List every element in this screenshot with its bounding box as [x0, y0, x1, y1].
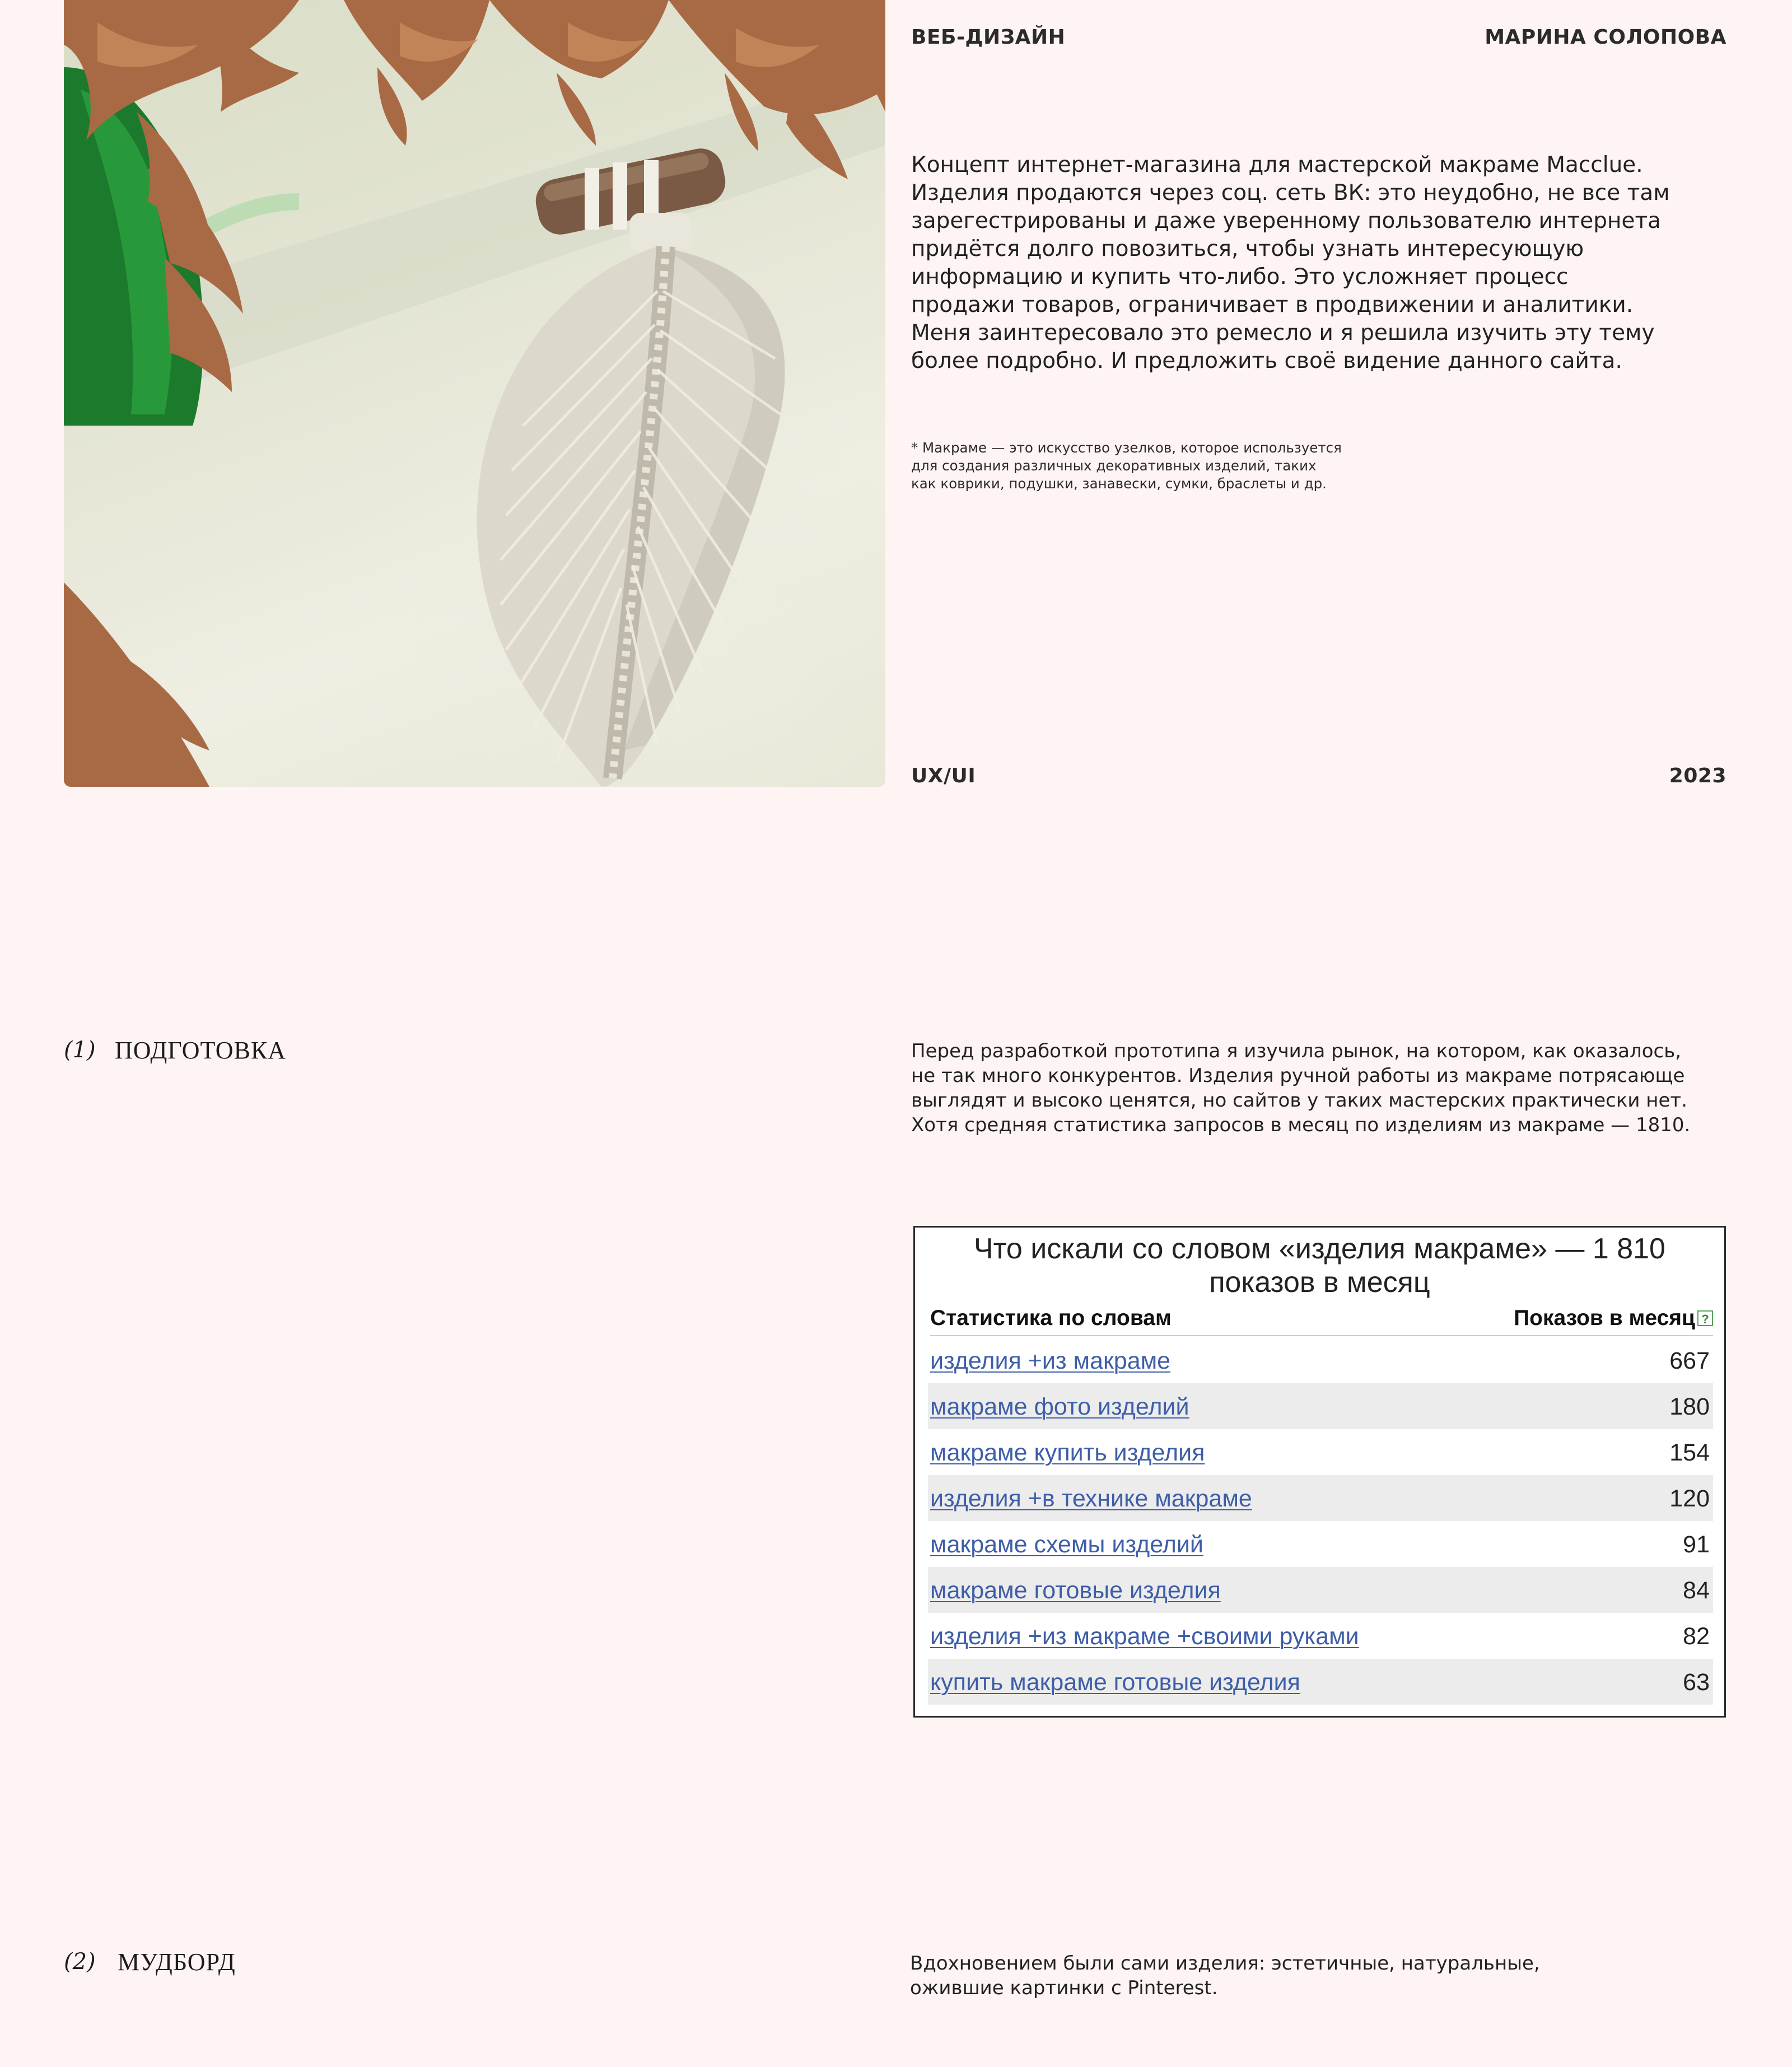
- stats-title: [915, 1228, 1724, 1299]
- keyword-link[interactable]: изделия +из макраме +своими руками: [930, 1623, 1359, 1650]
- author-name: МАРИНА СОЛОПОВА: [1485, 26, 1726, 49]
- section-number: (2): [64, 1949, 96, 1975]
- moodboard-description: [910, 1951, 1694, 2000]
- table-row: [928, 1659, 1713, 1705]
- footnote-line: как коврики, подушки, занавески, сумки, браслеты и др.: [911, 475, 1327, 492]
- impressions-count: 667: [1669, 1347, 1710, 1374]
- stats-column-impressions: [1514, 1306, 1713, 1331]
- stats-column-keywords: Статистика по словам: [930, 1306, 1172, 1330]
- intro-line: зарегестрированы и даже уверенному пользователю интернета: [911, 208, 1662, 234]
- preparation-line: Хотя средняя статистика запросов в месяц по изделиям из макраме — 1810.: [911, 1114, 1691, 1136]
- stats-column-impressions-label: Показов в месяц: [1514, 1306, 1695, 1330]
- impressions-count: 154: [1669, 1439, 1710, 1466]
- stats-title-line: показов в месяц: [1209, 1266, 1430, 1299]
- impressions-count: 84: [1683, 1577, 1710, 1604]
- table-row: [928, 1337, 1713, 1383]
- year-label: 2023: [1669, 764, 1726, 787]
- table-row: [928, 1475, 1713, 1521]
- section-title-preparation: ПОДГОТОВКА: [115, 1037, 287, 1064]
- section-number: (1): [64, 1037, 96, 1063]
- keyword-link[interactable]: макраме готовые изделия: [930, 1577, 1221, 1604]
- stats-rows: [928, 1337, 1713, 1705]
- impressions-count: 91: [1683, 1531, 1710, 1558]
- intro-line: придётся долго повозиться, чтобы узнать интересующую: [911, 236, 1584, 262]
- discipline-label: UX/UI: [911, 764, 976, 787]
- preparation-line: Перед разработкой прототипа я изучила рынок, на котором, как оказалось,: [911, 1040, 1682, 1062]
- table-row: [928, 1521, 1713, 1567]
- keyword-link[interactable]: макраме купить изделия: [930, 1439, 1205, 1466]
- table-row: [928, 1383, 1713, 1429]
- footnote-line: * Макраме — это искусство узелков, которое используется: [911, 440, 1342, 456]
- intro-line: Концепт интернет-магазина для мастерской макраме Macclue.: [911, 152, 1643, 178]
- table-row: [928, 1567, 1713, 1613]
- intro-line: информацию и купить что-либо. Это усложняет процесс: [911, 264, 1569, 290]
- macrame-footnote: [911, 439, 1370, 493]
- stats-header-row: [930, 1306, 1713, 1336]
- intro-line: продажи товаров, ограничивает в продвижении и аналитики.: [911, 292, 1634, 318]
- keyword-link[interactable]: изделия +в технике макраме: [930, 1485, 1252, 1512]
- intro-line: Меня заинтересовало это ремесло и я решила изучить эту тему: [911, 320, 1655, 346]
- impressions-count: 120: [1669, 1485, 1710, 1512]
- table-row: [928, 1429, 1713, 1475]
- category-label: ВЕБ-ДИЗАЙН: [911, 26, 1066, 49]
- section-title-moodboard: МУДБОРД: [118, 1948, 236, 1976]
- intro-description: [911, 151, 1695, 375]
- intro-line: Изделия продаются через соц. сеть ВК: это неудобно, не все там: [911, 180, 1670, 206]
- keyword-link[interactable]: макраме схемы изделий: [930, 1531, 1203, 1558]
- preparation-line: не так много конкурентов. Изделия ручной работы из макраме потрясающе: [911, 1065, 1685, 1087]
- preparation-description: [911, 1039, 1740, 1137]
- footnote-line: для создания различных декоративных изделий, таких: [911, 458, 1317, 474]
- impressions-count: 63: [1683, 1669, 1710, 1696]
- hero-photo-macrame-feather: [64, 0, 885, 787]
- stats-title-line: Что искали со словом «изделия макраме» — 1 810: [974, 1233, 1665, 1265]
- macrame-illustration: [64, 0, 885, 787]
- intro-line: более подробно. И предложить своё видение данного сайта.: [911, 348, 1622, 374]
- table-row: [928, 1613, 1713, 1659]
- impressions-count: 82: [1683, 1623, 1710, 1650]
- impressions-count: 180: [1669, 1393, 1710, 1420]
- search-stats-screenshot: [913, 1226, 1726, 1718]
- moodboard-line: ожившие картинки с Pinterest.: [910, 1977, 1218, 1999]
- moodboard-line: Вдохновением были сами изделия: эстетичные, натуральные,: [910, 1952, 1540, 1975]
- keyword-link[interactable]: макраме фото изделий: [930, 1393, 1189, 1420]
- preparation-line: выглядят и высоко ценятся, но сайтов у таких мастерских практически нет.: [911, 1089, 1688, 1112]
- keyword-link[interactable]: купить макраме готовые изделия: [930, 1669, 1300, 1696]
- keyword-link[interactable]: изделия +из макраме: [930, 1347, 1171, 1374]
- help-icon[interactable]: ?: [1697, 1310, 1713, 1326]
